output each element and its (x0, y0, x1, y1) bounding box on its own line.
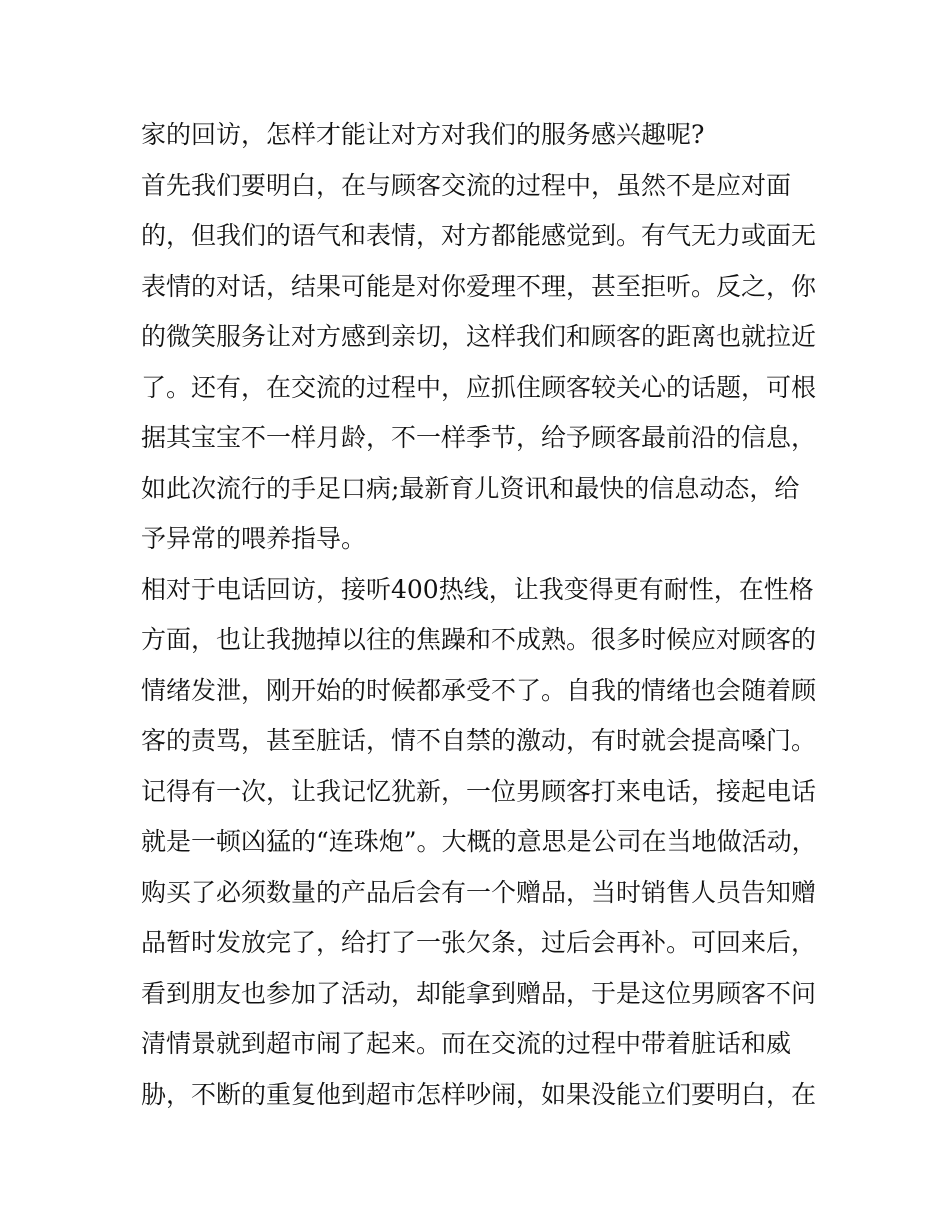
text-line-10: 相对于电话回访，接听400热线，让我变得更有耐性，在性格 (141, 574, 814, 604)
text-line-7: 据其宝宝不一样月龄，不一样季节，给予顾客最前沿的信息， (141, 423, 817, 452)
text-line-16: 购买了必须数量的产品后会有一个赠品，当时销售人员告知赠 (141, 877, 817, 907)
text-line-17: 品暂时发放完了，给打了一张欠条，过后会再补。可回来后， (141, 928, 817, 957)
text-line-9: 予异常的喂养指导。 (141, 524, 367, 553)
text-line-19: 清情景就到超市闹了起来。而在交流的过程中带着脏话和威 (141, 1029, 792, 1058)
text-line-5: 的微笑服务让对方感到亲切，这样我们和顾客的距离也就拉近 (141, 322, 817, 351)
text-line-12: 情绪发泄，刚开始的时候都承受不了。自我的情绪也会随着顾 (141, 675, 817, 705)
text-line-14: 记得有一次，让我记忆犹新，一位男顾客打来电话，接起电话 (141, 776, 817, 806)
text-line-3: 的，但我们的语气和表情，对方都能感觉到。有气无力或面无 (141, 221, 817, 250)
text-line-13: 客的责骂，甚至脏话，情不自禁的激动，有时就会提高嗓门。 (141, 726, 817, 755)
text-line-1: 家的回访，怎样才能让对方对我们的服务感兴趣呢? (141, 120, 705, 149)
text-line-15: 就是一顿凶猛的“连珠炮”。大概的意思是公司在当地做活动， (141, 827, 817, 856)
text-line-20: 胁，不断的重复他到超市怎样吵闹，如果没能立们要明白，在 (141, 1079, 817, 1109)
body-text (141, 110, 821, 1120)
text-line-2: 首先我们要明白，在与顾客交流的过程中，虽然不是应对面 (141, 170, 792, 200)
text-line-4: 表情的对话，结果可能是对你爱理不理，甚至拒听。反之，你 (141, 271, 817, 301)
text-line-18: 看到朋友也参加了活动，却能拿到赠品，于是这位男顾客不问 (141, 978, 817, 1008)
text-line-11: 方面，也让我抛掉以往的焦躁和不成熟。很多时候应对顾客的 (141, 625, 817, 654)
text-line-6: 了。还有，在交流的过程中，应抓住顾客较关心的话题，可根 (141, 372, 817, 402)
text-line-8: 如此次流行的手足口病;最新育儿资讯和最快的信息动态，给 (141, 473, 800, 503)
